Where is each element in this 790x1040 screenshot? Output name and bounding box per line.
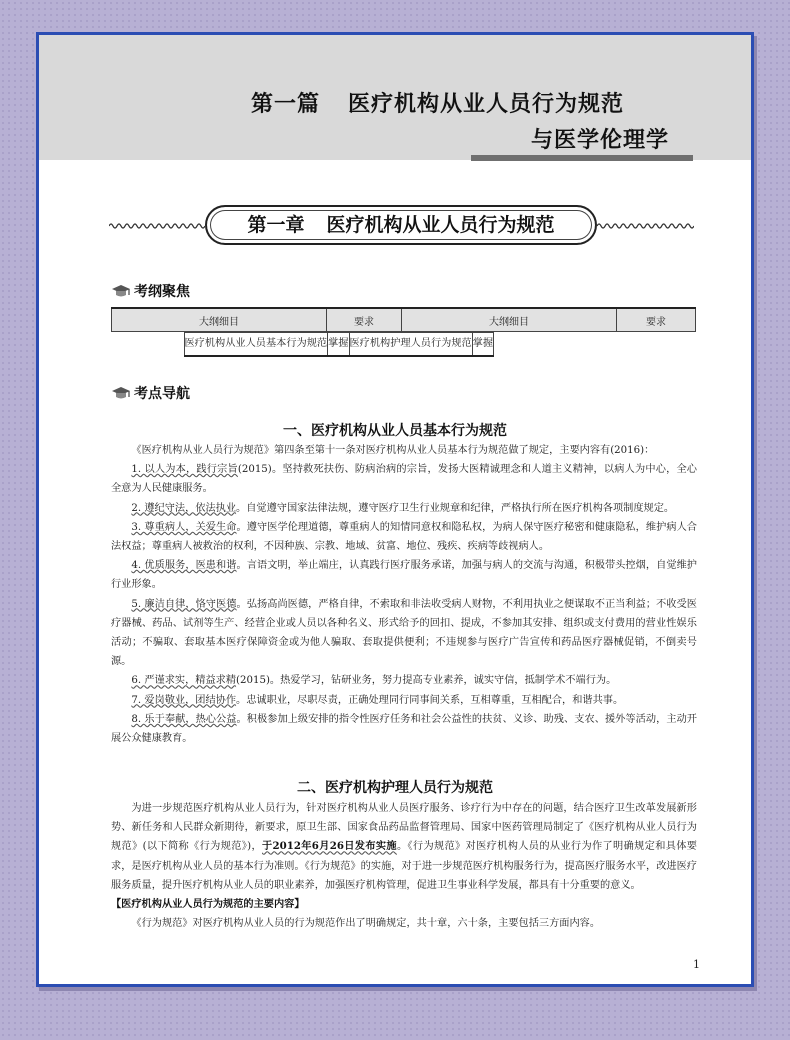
right-wave-ornament [597,222,694,230]
box-title: 【医疗机构从业人员行为规范的主要内容】 [111,898,305,911]
list-item-text: 。遵守医学伦理道德，尊重病人的知情同意权和隐私权，为病人保守医疗秘密和健康隐私，维护病人合法权益；尊重病人被救治的权利，不因种族、宗教、地域、贫富、地位、残疾、疾病等歧视病人。 [111,521,697,553]
list-item-text: (2015)。坚持救死扶伤、防病治病的宗旨，发扬大医精诚理念和人道主义精神，以病人为中心，全心全意为人民健康服务。 [111,464,697,495]
list-item-key: 7. 爱岗敬业，团结协作 [131,694,237,706]
heading-nursing-norms: 二、医疗机构护理人员行为规范 [297,780,493,796]
list-item [111,556,697,594]
list-item-key: 5. 廉洁自律，恪守医德 [131,598,237,610]
list-item-text: 。忠诚职业，尽职尽责，正确处理同行同事间关系，互相尊重，互相配合，和谐共事。 [236,694,624,706]
list-item [111,710,697,748]
list-item-text: 。言语文明，举止端庄，认真践行医疗服务承诺，加强与病人的交流与沟通，积极带头控烟，自觉维护行业形象。 [111,560,697,591]
list-item [111,691,697,710]
list-item-key: 2. 遵纪守法，依法执业 [131,502,237,514]
list-item-text: 。积极参加上级安排的指令性医疗任务和社会公益性的扶贫、义诊、助残、支农、援外等活动，主动开展公众健康教育。 [111,713,697,745]
graduation-cap-icon [111,385,131,401]
chapter-title [205,205,597,245]
table-row [184,332,770,357]
list-item-key: 4. 优质服务，医患和谐 [131,560,237,572]
list-item-text: (2015)。热爱学习，钻研业务，努力提高专业素养，诚实守信，抵制学术不端行为。 [236,675,617,687]
chapter-banner [109,203,694,249]
list-item [111,671,697,690]
intro-paragraph: 《医疗机构从业人员行为规范》第四条至第十一条对医疗机构从业人员基本行为规范做了规定，主要内容有(2016)： [131,445,655,456]
list-item-key: 8. 乐于奉献，热心公益 [131,713,237,725]
left-wave-ornament [109,222,205,230]
list-item [111,499,697,518]
list-item-key: 6. 严谨求实，精益求精 [131,675,237,687]
part-number: 第一篇 [251,92,321,117]
paragraph: 《行为规范》对医疗机构从业人员的行为规范作出了明确规定，共十章，六十条，主要包括三方面内容。 [131,918,601,930]
basic-norms-body [111,441,697,748]
part-title [251,87,624,118]
table-header-cell: 要求 [617,308,696,332]
table-cell: 掌握 [472,333,493,357]
list-item-text: 。自觉遵守国家法律法规，遵守医疗卫生行业规章和纪律，严格执行所在医疗机构各项制度规定。 [236,502,675,514]
paragraph-text: 为进一步规范医疗机构从业人员行为，针对医疗机构从业人员医疗服务、诊疗行为中存在的问题，结合医疗卫生改革发展新形势、新任务和人民群众新期待，新要求，原卫生部、国家食品药品监督管理局、国家中医药管理局制定了《医疗机构从业人员行为规范》(以下简称《行为规范》)， [111,803,697,853]
table-cell: 医疗机构护理人员行为规范 [349,333,472,357]
list-item-text: 。弘扬高尚医德，严格自律，不索取和非法收受病人财物，不利用执业之便谋取不正当利益；不收受医疗器械、药品、试剂等生产、经营企业或人员以各种名义、形式给予的回扣、提成，不参加其安排、组织或支付费用的营业性娱乐活动；不骗取、套取基本医疗保障资金或为他人骗取、套取提供便利；不违规参与医疗广告宣传和药品医疗器械促销，不倒卖号源。 [111,598,697,668]
part-title-underline [471,155,693,161]
list-item [111,460,697,498]
table-header-cell: 大纲细目 [112,308,327,332]
graduation-cap-icon [111,283,131,299]
table-cell: 医疗机构从业人员基本行为规范 [184,333,328,357]
list-item [111,518,697,556]
table-header-row [112,308,696,332]
paragraph-text: 。《行为规范》对医疗机构人员的从业行为作了明确规定和具体要求，是医疗机构从业人员的基本行为准则。《行为规范》的实施，对于进一步规范医疗机构服务行为，提高医疗服务水平，改进医疗服务质量，提升医疗机构从业人员的职业素养，加强医疗机构管理，促进卫生事业科学发展，都具有十分重要的意义。 [111,841,697,891]
section-guide-heading [111,383,190,403]
list-item-key: 3. 尊重病人，关爱生命 [131,521,237,533]
book-page [36,32,754,987]
release-date-text: 于2012年6月26日发布实施 [262,840,397,853]
chapter-title-text: 医疗机构从业人员行为规范 [326,214,555,236]
nursing-norms-body [111,799,697,933]
outline-table [111,307,696,350]
heading-basic-norms: 一、医疗机构从业人员基本行为规范 [283,423,507,439]
table-header-cell: 大纲细目 [402,308,617,332]
table-cell: 掌握 [328,333,349,357]
list-item [111,595,697,672]
list-item-key: 1. 以人为本，践行宗旨 [131,464,238,476]
paragraph [111,799,697,895]
section-guide-title: 考点导航 [134,386,190,402]
section-outline-title: 考纲聚焦 [134,284,190,300]
table-header-cell: 要求 [327,308,402,332]
part-title-line2: 与医学伦理学 [531,128,670,153]
page-number: 1 [693,958,700,971]
part-title-main: 医疗机构从业人员行为规范 [348,92,625,117]
chapter-number: 第一章 [247,214,305,236]
section-outline-heading [111,281,190,301]
